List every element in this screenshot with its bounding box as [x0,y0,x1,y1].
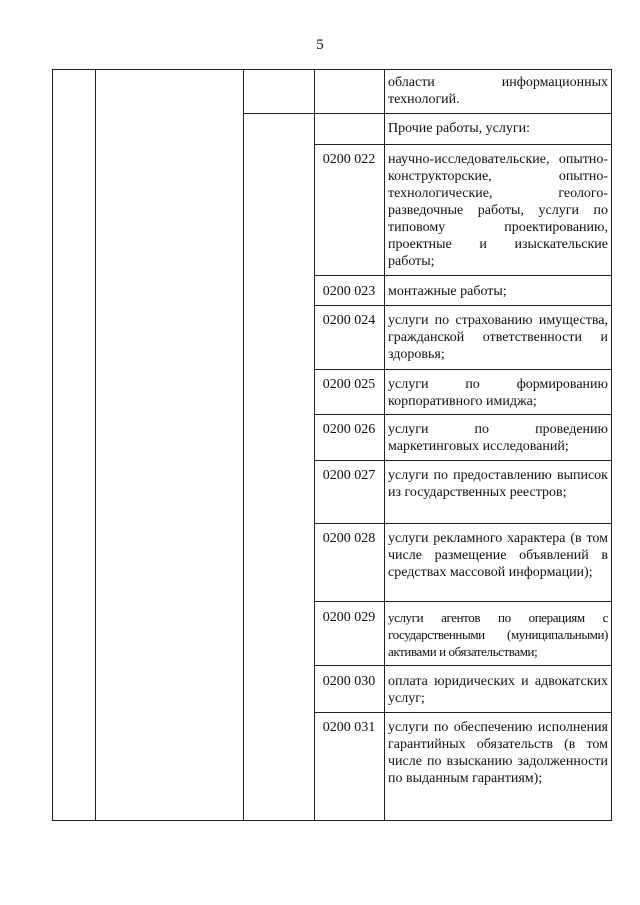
row-code: 0200 023 [322,284,376,299]
row-description: услуги рекламного характера (в том числе размещение объявлений в средствах массовой информации); [388,531,608,580]
row-divider [314,144,612,145]
row-divider [314,305,612,306]
row-description: Прочие работы, услуги: [388,121,530,136]
row-description: оплата юридических и адвокатских услуг; [388,674,608,706]
row-divider [314,369,612,370]
row-divider [314,523,612,524]
row-divider [243,113,612,114]
table-border-left [52,69,53,821]
table-border-top [52,69,612,70]
table-border-right [611,69,612,821]
row-divider [314,712,612,713]
row-description: услуги по страхованию имущества, гражданской ответственности и здоровья; [388,313,608,362]
row-divider [314,414,612,415]
row-description: научно-исследовательские, опытно-конструкторские, опытно-технологические, геолого-разведочные работы, услуги по типовому проектированию, проектные и изыскательские работы; [388,152,608,269]
row-description: услуги по формированию корпоративного имиджа; [388,377,608,409]
row-code: 0200 031 [322,720,376,735]
row-code: 0200 029 [322,610,376,625]
row-description: услуги по обеспечению исполнения гарантийных обязательств (в том числе по взысканию задолженности по выданным гарантиям); [388,720,608,786]
row-divider [314,601,612,602]
row-code: 0200 024 [322,313,376,328]
row-divider [314,275,612,276]
row-code: 0200 030 [322,674,376,689]
row-description: услуги по проведению маркетинговых исследований; [388,422,608,454]
column-divider-4 [384,69,385,821]
row-description: услуги агентов по операциям с государственными (муниципальными) активами и обязательствами; [388,610,608,659]
row-code: 0200 022 [322,152,376,167]
row-code: 0200 025 [322,377,376,392]
row-code: 0200 027 [322,468,376,483]
column-divider-2 [243,69,244,821]
column-divider-1 [95,69,96,821]
row-description: услуги по предоставлению выписок из государственных реестров; [388,468,608,500]
row-description: монтажные работы; [388,284,507,299]
row-code: 0200 028 [322,531,376,546]
column-divider-3 [314,69,315,821]
table-border-bottom [52,820,612,821]
row-divider [314,460,612,461]
row-divider [314,665,612,666]
row-code: 0200 026 [322,422,376,437]
page-number: 5 [316,37,324,53]
row-description: области информационных технологий. [388,75,608,107]
